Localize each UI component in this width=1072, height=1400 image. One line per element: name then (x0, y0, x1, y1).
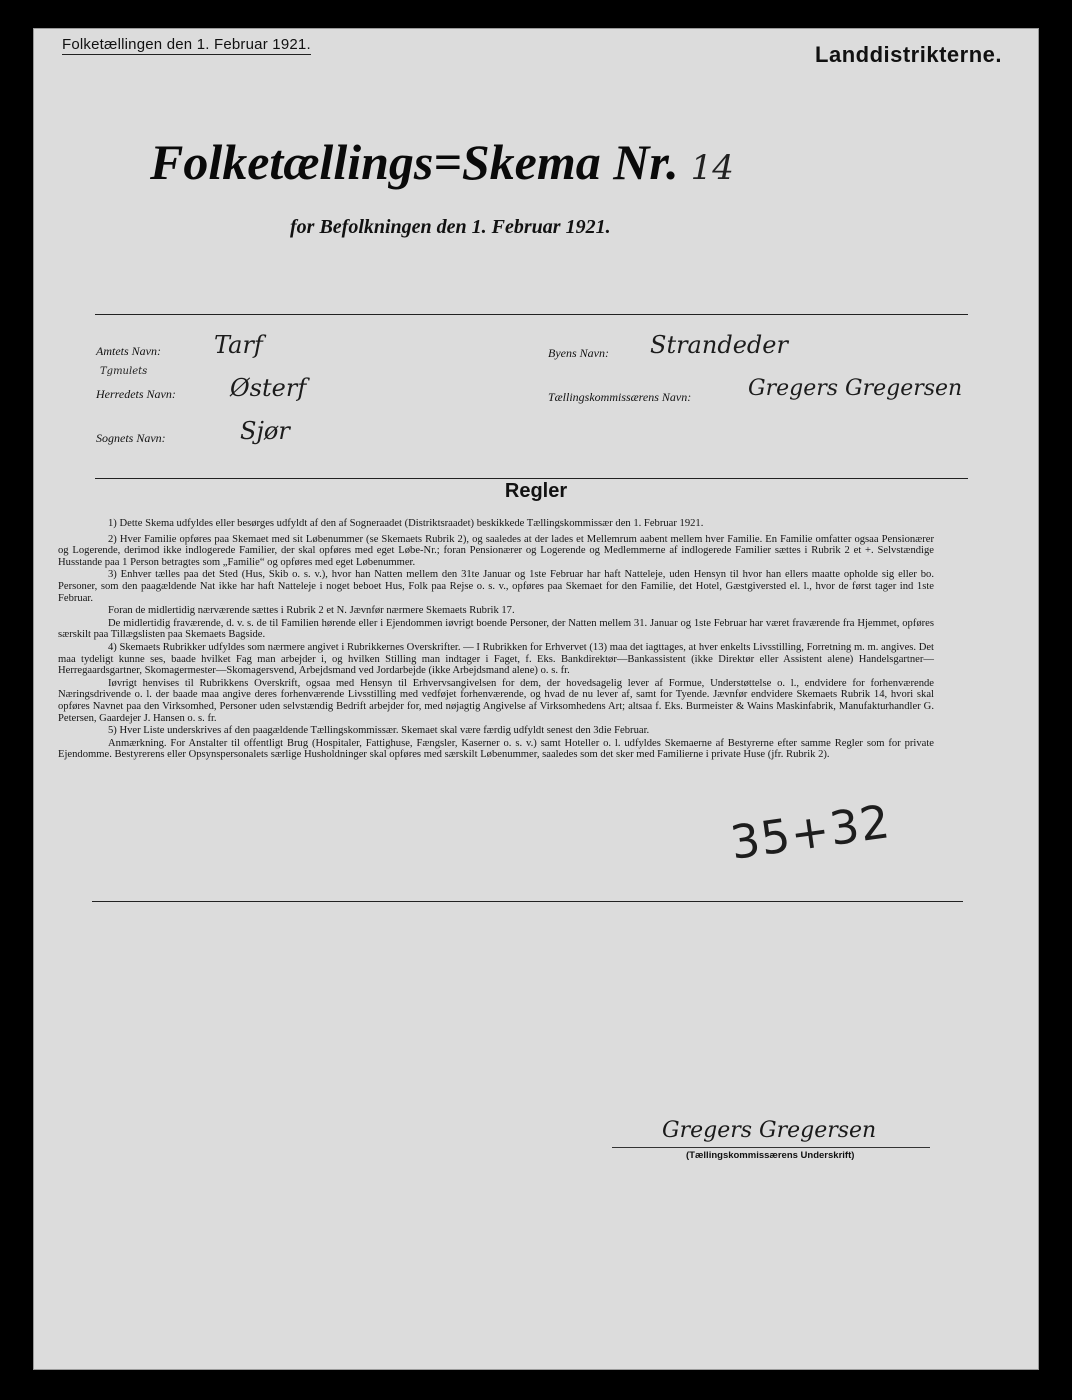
rule-1: 1) Dette Skema udfyldes eller besørges udfyldt af den af Sogneraadet (Distriktsraadet) beskikkede Tællingskommissær den 1. Februar 1921. (108, 518, 704, 529)
herred-struck-word: Tgmulets (100, 366, 148, 377)
sogn-label: Sognets Navn: (96, 431, 166, 445)
herred-label: Herredets Navn: (96, 387, 176, 401)
census-date-line: Folketællingen den 1. Februar 1921. (62, 36, 311, 53)
rule-5: 5) Hver Liste underskrives af den paagældende Tællingskommissær. Skemaet skal være færdig udfyldt senest den 3die Februar. (108, 725, 650, 737)
divider-middle (95, 478, 968, 479)
rule-4-note: Iøvrigt henvises til Rubrikkens Overskrift, ogsaa med Hensyn til Erhvervsangivelsen for dem, der hovedsagelig lever af Formue, Understøttelse o. l., endvidere for forhenværende Næringsdrivende o. l. der baade maa angive deres forhenværende Livsstilling med vedføjet forhenværende, og hvad de nu lever af, samt for Tyende. Jævnfør endvidere Skemaets Rubrik 14, hvori skal opføres Navnet paa den Virksomhed, Personer uden selvstændig Bedrift arbejder for, med nøjagtig Angivelse af Virksomhedens Art; altsaa f. Eks. Burmeister & Wains Maskinfabrik, Manufakturhandler G. Petersen, Gaardejer J. Hansen o. s. fr. (58, 677, 934, 724)
by-label: Byens Navn: (548, 346, 609, 360)
signature-caption: (Tællingskommissærens Underskrift) (686, 1150, 855, 1161)
amt-value: Tarf (214, 331, 263, 359)
form-subtitle: for Befolkningen den 1. Februar 1921. (290, 216, 611, 238)
sogn-value: Sjør (240, 417, 290, 445)
divider-top (95, 314, 968, 315)
kommissaer-value: Gregers Gregersen (748, 376, 963, 401)
district-type: Landdistrikterne. (815, 42, 1002, 67)
rule-4: 4) Skemaets Rubrikker udfyldes som nærmere angivet i Rubrikkernes Overskrifter. — I Rubrikken for Erhvervet (13) maa det iagttages, at hver enkelts Livsstilling, Forretning m. m. angives. Det maa tydeligt kunne ses, baade hvilket Fag man arbejder i, og hvilken Stilling man indtager i Faget, f. Eks. Bankdirektør—Bankassistent (ikke Direktør eller Assistent alene) Handelsgartner—Herregaardsgartner, Skomagermester—Skomagersvend, Arbejdsmand ved Jordarbejde (ikke Arbejdsmand alene) o. s. fr. (58, 641, 934, 677)
divider-bottom (92, 901, 963, 902)
rule-3-note-present: Foran de midlertidig nærværende sættes i Rubrik 2 et N. Jævnfør nærmere Skemaets Rubrik 17. (108, 605, 515, 617)
form-number-handwritten: 14 (690, 148, 734, 188)
by-value: Strandeder (650, 331, 788, 359)
rule-2: 2) Hver Familie opføres paa Skemaet med sit Løbenummer (se Skemaets Rubrik 2), og saaledes at der lades et Mellemrum aabent mellem hver Familie. En Familie omfatter ogsaa Pensionærer og Logerende, derimod ikke indlogerede Familier, der skal opføres med eget Løbe-Nr.; foran Pensionærer og Logerende og Medlemmerne af indlogerede Familier sættes i Rubrik 2 et +. Selvstændige Husstande paa 1 Person betragtes som „Familie“ og opføres med eget Løbenummer. (58, 533, 934, 568)
form-title-text: Folketællings=Skema Nr. (150, 134, 679, 190)
pencil-annotation: 35+32 (727, 794, 894, 870)
rule-3: 3) Enhver tælles paa det Sted (Hus, Skib o. s. v.), hvor han Natten mellem den 31te Januar og 1ste Februar har haft Natteleje, uden Hensyn til hvor han ellers maatte opholde sig eller bo. Personer, som den paagældende Nat ikke har haft Natteleje i noget beboet Hus, Folk paa Rejse o. s. v., opføres paa Skemaet for den Familie, det Hotel, Gæstgiversted el. l., hvor de først tager ind 1ste Februar. (58, 569, 934, 604)
rule-annotation: Anmærkning. For Anstalter til offentligt Brug (Hospitaler, Fattighuse, Fængsler, Kaserner o. s. v.) samt Hoteller o. l. udfyldes Skemaerne af Bestyrerne efter samme Regler som for private Ejendomme. Bestyrerens eller Opsynspersonalets særlige Husholdninger skal opføres med særskilt Løbenummer, saaledes som det sker med Familierne i private Huse (jfr. Rubrik 2). (58, 737, 934, 761)
regler-body (58, 518, 934, 762)
signature-line (612, 1147, 930, 1148)
commissioner-signature: Gregers Gregersen (662, 1118, 877, 1143)
rule-3-note-absent: De midlertidig fraværende, d. v. s. de til Familien hørende eller i Ejendommen iøvrigt boende Personer, der Natten mellem 31. Januar og 1ste Februar har været fraværende fra Hjemmet, opføres særskilt paa Tillægslisten paa Skemaets Bagside. (58, 617, 934, 641)
herred-value: Østerf (230, 374, 307, 402)
kommissaer-label: Tællingskommissærens Navn: (548, 390, 692, 404)
regler-heading: Regler (504, 480, 568, 502)
amt-label: Amtets Navn: (96, 344, 161, 358)
form-title (150, 133, 734, 191)
